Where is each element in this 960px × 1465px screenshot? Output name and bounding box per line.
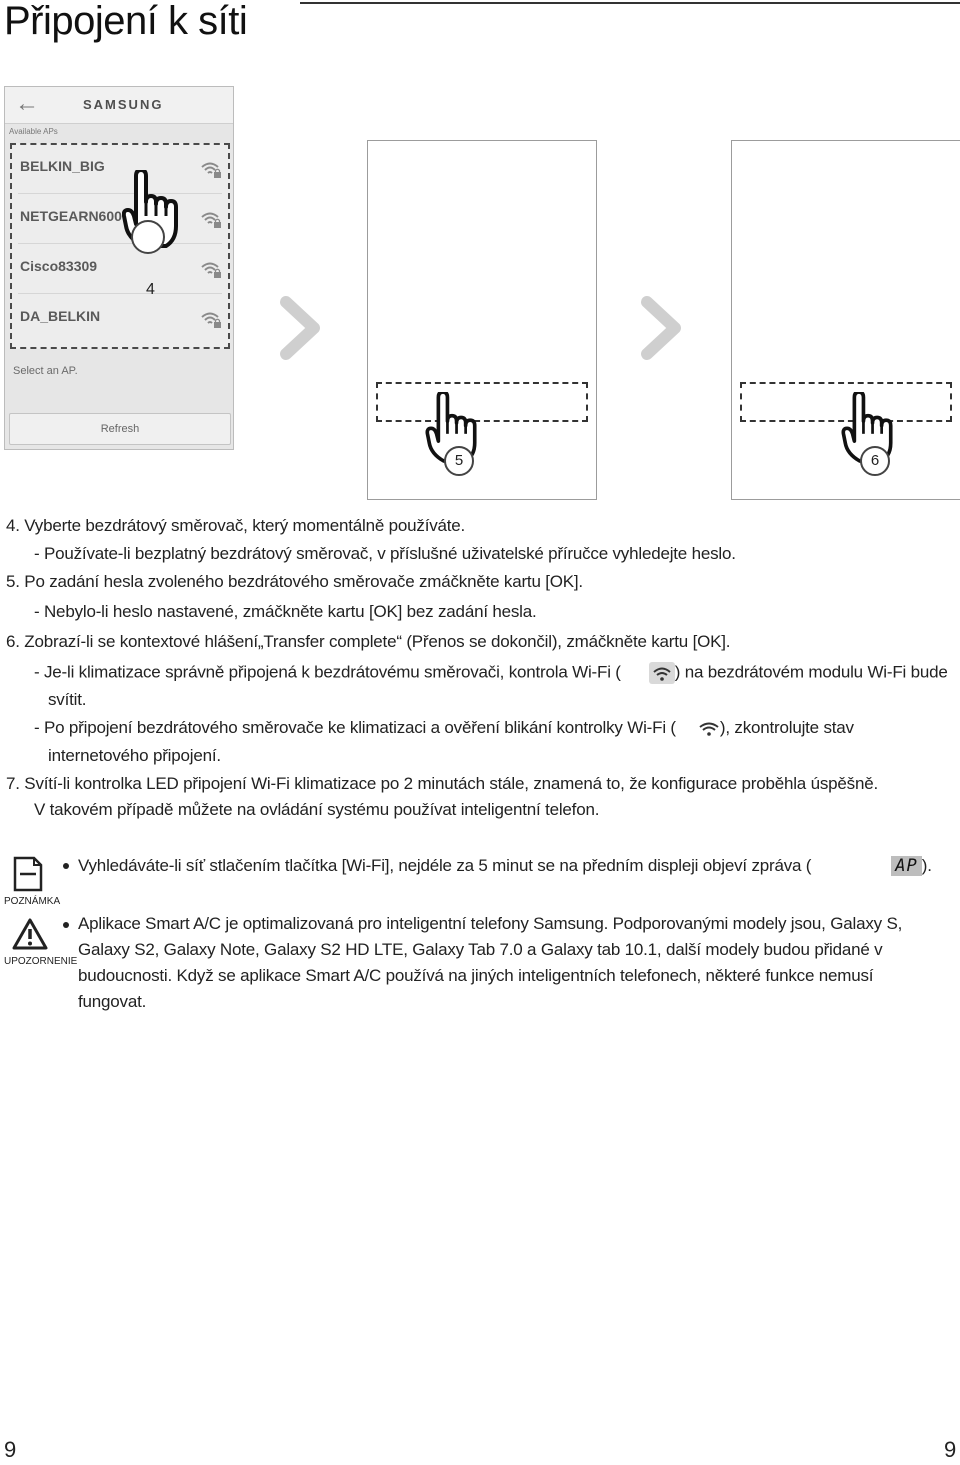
warning-text: fungovat. (78, 992, 147, 1011)
ap-item[interactable] (18, 145, 222, 194)
title-rule (300, 2, 960, 4)
bullet (63, 863, 69, 869)
warning-text: Aplikace Smart A/C je optimalizovaná pro inteligentní telefony Samsung. Podporovanými modely jsou, Galaxy S, (78, 914, 903, 933)
instruction-text: svítit. (48, 690, 87, 709)
instruction-step-6: 6. Zobrazí-li se kontextové hlášení„Transfer complete“ (Přenos se dokončil), zmáčkněte kartu [OK]. (6, 632, 731, 651)
note-icon (12, 856, 44, 892)
note-text-part: Vyhledáváte-li síť stlačením tlačítka [Wi-Fi], nejdéle za 5 minut se na předním displeji objeví zpráva ( (78, 856, 812, 875)
page-number-left: 9 (4, 1437, 17, 1462)
phone-screen-ap-list (4, 86, 234, 450)
instruction-text: - Po připojení bezdrátového směrovače ke klimatizaci a ověření blikání kontrolky Wi-Fi ( (34, 718, 676, 737)
phone-screen-password (367, 140, 597, 500)
touch-circle (131, 220, 165, 254)
note-text (78, 856, 932, 876)
ap-name: DA_BELKIN (20, 308, 101, 324)
instruction-note: - Používate-li bezplatný bezdrátový směrovač, v příslušné uživatelské příručce vyhledejte heslo. (34, 544, 736, 563)
instruction-step-7: 7. Svítí-li kontrolka LED připojení Wi-Fi klimatizace po 2 minutách stále, znamená to, že konfigurace proběhla úspěšně. (6, 774, 878, 793)
warning-text: Galaxy S2, Galaxy Note, Galaxy S2 HD LTE, Galaxy Tab 7.0 a Galaxy tab 10.1, další modely budou přidané v (78, 940, 883, 959)
note-text-part: ). (921, 856, 932, 875)
page-title: Připojení k síti (4, 0, 248, 43)
chevron-right-icon (641, 296, 685, 360)
ap-display-icon: AP (891, 856, 921, 876)
note-label: POZNÁMKA (4, 896, 61, 907)
ap-item[interactable] (18, 295, 222, 343)
step-4-label: 4 (146, 281, 155, 298)
step-5-badge: 5 (444, 446, 474, 476)
app-top-bar (5, 87, 233, 124)
warning-icon (12, 918, 48, 950)
instruction-text: ) na bezdrátovém modulu Wi-Fi bude (674, 662, 948, 682)
instruction-note (34, 662, 948, 684)
wifi-lock-icon (200, 209, 222, 229)
bullet (63, 922, 69, 928)
page-number-right: 9 (944, 1437, 957, 1462)
instruction-step-5: 5. Po zadání hesla zvoleného bezdrátového směrovače zmáčkněte kartu [OK]. (6, 572, 583, 591)
instruction-text: - Je-li klimatizace správně připojená k bezdrátovému směrovači, kontrola Wi-Fi ( (34, 662, 621, 682)
refresh-button[interactable]: Refresh (9, 413, 231, 445)
step-6-badge: 6 (860, 446, 890, 476)
wifi-indicator-icon (649, 662, 675, 684)
instruction-note (34, 718, 854, 739)
back-arrow-icon[interactable]: ← (15, 90, 39, 117)
instruction-text: internetového připojení. (48, 746, 221, 765)
wifi-indicator-icon (698, 719, 720, 739)
ap-item[interactable] (18, 195, 222, 244)
ap-name: NETGEARN600 (20, 208, 122, 224)
ok-card[interactable] (376, 382, 588, 422)
wifi-lock-icon (200, 259, 222, 279)
chevron-right-icon (280, 296, 324, 360)
instruction-text: ), zkontrolujte stav (719, 718, 854, 737)
select-ap-prompt: Select an AP. (13, 365, 78, 377)
wifi-lock-icon (200, 159, 222, 179)
available-aps-label: Available APs (9, 127, 58, 136)
ap-list (10, 143, 230, 349)
wifi-lock-icon (200, 309, 222, 329)
instruction-text: V takovém případě můžete na ovládání systému používat inteligentní telefon. (34, 800, 600, 819)
ap-item[interactable] (18, 245, 222, 294)
ap-name: BELKIN_BIG (20, 158, 105, 174)
warning-text: budoucnosti. Když se aplikace Smart A/C používá na jiných inteligentních telefonech, některé funkce nemusí (78, 966, 874, 985)
brand-logo: SAMSUNG (83, 97, 164, 112)
ap-name: Cisco83309 (20, 258, 98, 274)
instruction-step-4: 4. Vyberte bezdrátový směrovač, který momentálně používáte. (6, 516, 466, 535)
instruction-note: - Nebylo-li heslo nastavené, zmáčkněte kartu [OK] bez zadání hesla. (34, 602, 537, 621)
warning-label: UPOZORNENIE (4, 956, 78, 967)
